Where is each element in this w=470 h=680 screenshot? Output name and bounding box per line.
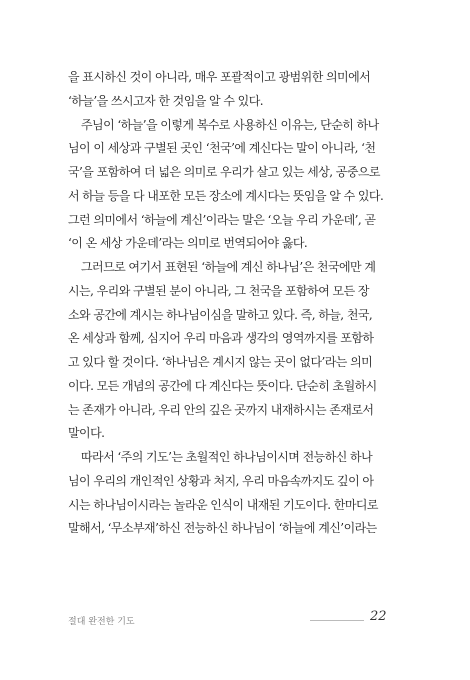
text-line: 시는 하나님이시라는 놀라운 인식이 내재된 기도이다. 한마디로 bbox=[68, 497, 378, 512]
text-line: 님이 우리의 개인적인 상황과 처지, 우리 마음속까지도 깊이 아 bbox=[68, 473, 374, 488]
text-line: 시는, 우리와 구별된 분이 아니라, 그 천국을 포함하여 모든 장 bbox=[68, 283, 369, 298]
text-line: 말이다. bbox=[68, 426, 105, 441]
text-line: 주님이 ‘하늘’을 이렇게 복수로 사용하신 이유는, 단순히 하나 bbox=[81, 117, 379, 132]
page-body bbox=[68, 66, 404, 541]
text-line: 는 존재가 아니라, 우리 안의 깊은 곳까지 내재하시는 존재로서 bbox=[68, 402, 374, 417]
running-footer-title: 절대 완전한 기도 bbox=[68, 617, 135, 627]
text-line: 을 표시하신 것이 아니라, 매우 포괄적이고 광범위한 의미에서 bbox=[68, 70, 371, 84]
text-line: 말해서, ‘무소부재’하신 전능하신 하나님이 ‘하늘에 계신’이라는 bbox=[68, 521, 377, 536]
text-line: 서 하늘 등을 다 내포한 모든 장소에 계시다는 뜻임을 알 수 있다. bbox=[68, 188, 384, 203]
text-line: ‘하늘’을 쓰시고자 한 것임을 알 수 있다. bbox=[68, 93, 264, 108]
footer-divider bbox=[310, 620, 364, 621]
text-line: 국’을 포함하여 더 넓은 의미로 우리가 살고 있는 세상, 공중으로 bbox=[68, 165, 380, 179]
paragraph bbox=[68, 114, 404, 257]
text-line: 그러므로 여기서 표현된 ‘하늘에 계신 하나님’은 천국에만 계 bbox=[81, 260, 376, 274]
text-line: ‘이 온 세상 가운데’라는 의미로 번역되어야 옳다. bbox=[68, 236, 308, 251]
text-line: 따라서 ‘주의 기도’는 초월적인 하나님이시며 전능하신 하나 bbox=[81, 450, 373, 464]
text-line: 고 있다 할 것이다. ‘하나님은 계시지 않는 곳이 없다’라는 의미 bbox=[68, 355, 373, 369]
paragraph bbox=[68, 66, 404, 114]
text-line: 이다. 모든 개념의 공간에 다 계신다는 뜻이다. 단순히 초월하시 bbox=[68, 378, 377, 393]
page-number: 22 bbox=[370, 609, 387, 624]
text-line: 온 세상과 함께, 심지어 우리 마음과 생각의 영역까지를 포함하 bbox=[68, 331, 374, 346]
paragraph bbox=[68, 256, 404, 446]
paragraph bbox=[68, 446, 404, 541]
text-line: 소와 공간에 계시는 하나님이심을 말하고 있다. 즉, 하늘, 천국, bbox=[68, 307, 373, 322]
text-line: 그런 의미에서 ‘하늘에 계신’이라는 말은 ‘오늘 우리 가운데’, 곧 bbox=[68, 212, 376, 227]
text-line: 님이 이 세상과 구별된 곳인 ‘천국’에 계신다는 말이 아니라, ‘천 bbox=[68, 141, 376, 156]
